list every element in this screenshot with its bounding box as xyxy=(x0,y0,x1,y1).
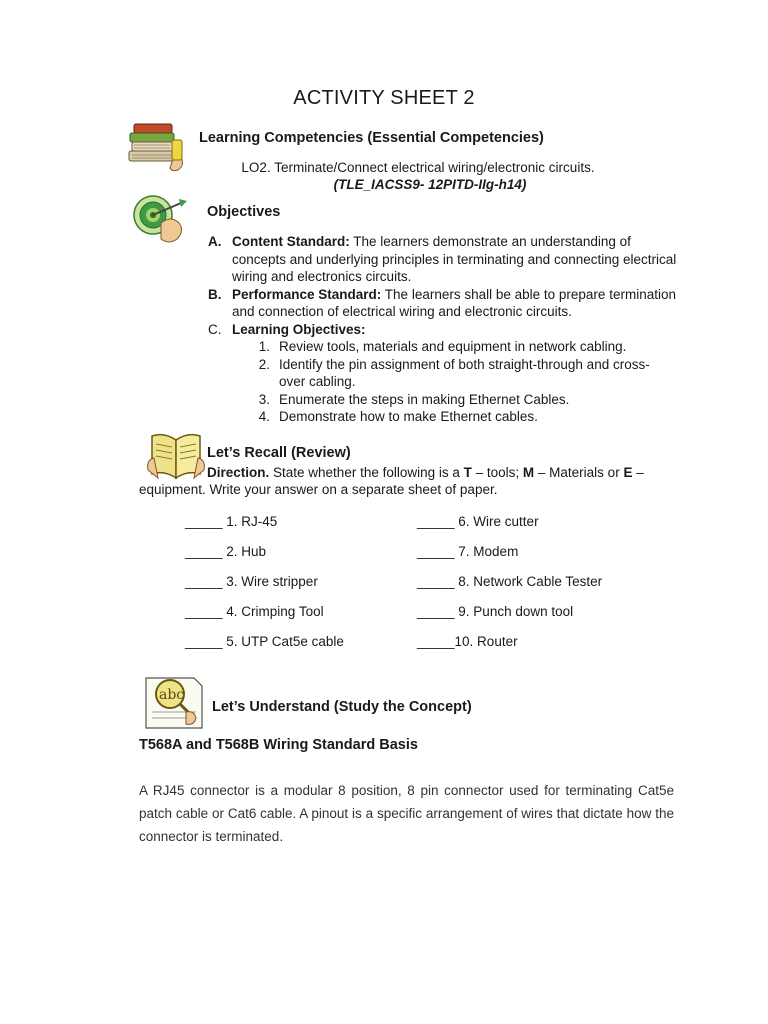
quiz-item: _____ 5. UTP Cat5e cable xyxy=(185,634,344,649)
objective-item-c xyxy=(208,321,678,339)
objective-label: Learning Objectives: xyxy=(232,321,366,337)
objective-item-a xyxy=(208,233,678,286)
recall-direction-line2: equipment. Write your answer on a separate sheet of paper. xyxy=(139,482,498,497)
svg-text:abc: abc xyxy=(159,687,185,703)
quiz-item: _____ 4. Crimping Tool xyxy=(185,604,324,619)
magnifier-abc-icon xyxy=(142,672,210,732)
objective-text: The learners shall be able to prepare termination and connection of electrical wiring and electronic circuits. xyxy=(232,286,676,319)
learning-objective-item: 1. Review tools, materials and equipment in network cabling. xyxy=(258,339,627,354)
quiz-item: _____ 8. Network Cable Tester xyxy=(417,574,603,589)
learning-objective-item: 3. Enumerate the steps in making Ethernet Cables. xyxy=(258,391,570,407)
lo-text: LO2. Terminate/Connect electrical wiring/electronic circuits. xyxy=(241,160,595,175)
competency-code: (TLE_IACSS9- 12PITD-IIg-h14) xyxy=(333,177,527,192)
understand-subheading: T568A and T568B Wiring Standard Basis xyxy=(139,737,418,753)
target-icon xyxy=(131,193,193,245)
objective-text: The learners demonstrate an understanding of concepts and underlying principles in terminating and connecting electrical wiring and electronics circuits. xyxy=(232,234,677,284)
competencies-heading: Learning Competencies (Essential Competencies) xyxy=(199,130,544,146)
objective-item-b xyxy=(208,286,678,321)
objective-label: Content Standard: xyxy=(232,234,350,249)
quiz-item: _____ 2. Hub xyxy=(185,544,267,559)
quiz-item: _____ 6. Wire cutter xyxy=(417,514,539,529)
recall-direction-line1: Direction. State whether the following is a T – tools; M – Materials or E – xyxy=(207,465,644,480)
objective-label: Performance Standard: xyxy=(232,286,382,302)
objective-marker: C. xyxy=(208,321,222,337)
objectives-heading: Objectives xyxy=(207,204,281,220)
quiz-item: _____ 7. Modem xyxy=(417,544,519,559)
objective-marker: B. xyxy=(208,286,222,302)
objective-marker: A. xyxy=(208,234,222,249)
understand-paragraph: A RJ45 connector is a modular 8 position, 8 pin connector used for terminating Cat5e patch cable or Cat6 cable. A pinout is a specific arrangement of wires that dictate how the connector is terminated. xyxy=(139,783,674,844)
page-title: ACTIVITY SHEET 2 xyxy=(293,87,475,109)
learning-objective-item: 2. Identify the pin assignment of both straight-through and cross-over cabling. xyxy=(258,356,650,389)
learning-objectives-list xyxy=(232,338,678,426)
quiz-item: _____ 1. RJ-45 xyxy=(185,514,278,529)
open-book-icon xyxy=(146,430,206,482)
objectives-list xyxy=(208,233,678,426)
quiz-item: _____10. Router xyxy=(417,634,518,649)
quiz-item: _____ 9. Punch down tool xyxy=(417,604,574,619)
recall-heading: Let’s Recall (Review) xyxy=(207,445,351,461)
quiz-item: _____ 3. Wire stripper xyxy=(185,574,318,589)
understand-heading: Let’s Understand (Study the Concept) xyxy=(212,699,472,715)
learning-objective-item: 4. Demonstrate how to make Ethernet cables. xyxy=(258,409,538,424)
